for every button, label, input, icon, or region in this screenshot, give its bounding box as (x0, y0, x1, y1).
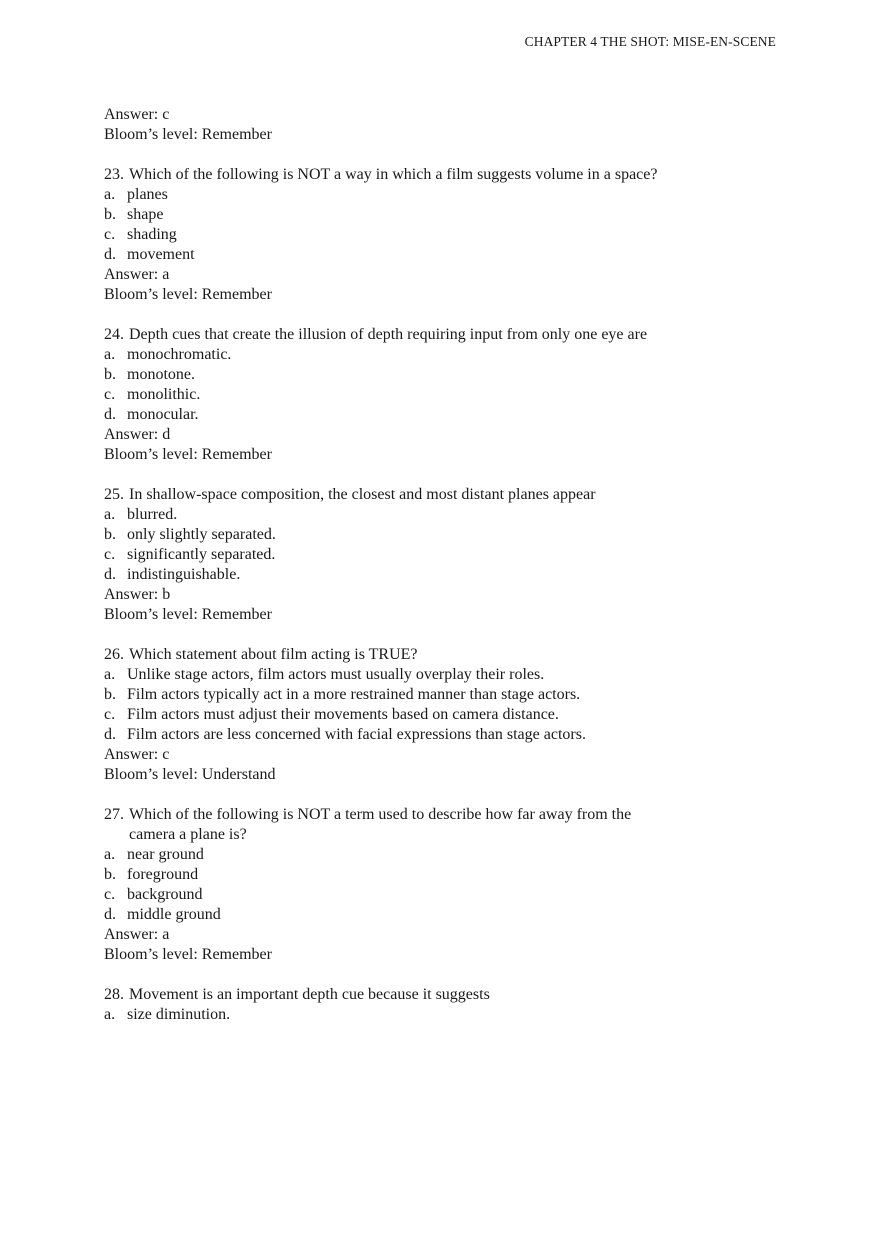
option-letter: b. (104, 206, 116, 223)
option-letter: a. (104, 346, 116, 363)
answer-option (104, 345, 776, 365)
option-text: monochromatic. (127, 346, 232, 363)
option-text: Film actors must adjust their movements based on camera distance. (127, 706, 559, 723)
answer-line: Answer: a (104, 266, 170, 283)
option-text: movement (127, 246, 195, 263)
question-block (104, 325, 776, 465)
option-text: planes (127, 186, 168, 203)
question-stem (104, 805, 776, 845)
option-letter: a. (104, 1006, 116, 1023)
question-text: Which of the following is NOT a term used to describe how far away from the (129, 806, 632, 823)
question-number: 27. (104, 806, 124, 823)
option-letter: d. (104, 246, 116, 263)
bloom-level-line: Bloom’s level: Remember (104, 446, 272, 463)
question-text: Movement is an important depth cue because it suggests (129, 986, 490, 1003)
answer-line: Answer: c (104, 746, 170, 763)
option-letter: d. (104, 566, 116, 583)
option-text: shading (127, 226, 177, 243)
option-letter: c. (104, 386, 116, 403)
answer-option (104, 705, 776, 725)
question-number: 28. (104, 986, 124, 1003)
answer-option (104, 885, 776, 905)
answer-option (104, 565, 776, 585)
question-stem (104, 485, 776, 505)
answer-option (104, 865, 776, 885)
answer-option (104, 205, 776, 225)
answer-option (104, 245, 776, 265)
option-text: monocular. (127, 406, 199, 423)
page-content (104, 105, 776, 1045)
answer-option (104, 385, 776, 405)
question-number: 26. (104, 646, 124, 663)
answer-line: Answer: a (104, 926, 170, 943)
question-stem (104, 985, 776, 1005)
option-letter: a. (104, 666, 116, 683)
answer-option (104, 185, 776, 205)
answer-option (104, 685, 776, 705)
answer-option (104, 1005, 776, 1025)
answer-option (104, 725, 776, 745)
question-list (104, 165, 776, 1025)
option-text: only slightly separated. (127, 526, 276, 543)
bloom-level-line: Bloom’s level: Remember (104, 946, 272, 963)
bloom-level-line: Bloom’s level: Remember (104, 286, 272, 303)
answer-option (104, 845, 776, 865)
option-text: monotone. (127, 366, 195, 383)
running-header: CHAPTER 4 THE SHOT: MISE-EN-SCENE (524, 34, 776, 49)
question-block (104, 165, 776, 305)
option-letter: b. (104, 866, 116, 883)
bloom-level-line: Bloom’s level: Understand (104, 766, 276, 783)
question-text: In shallow-space composition, the closest and most distant planes appear (129, 486, 596, 503)
option-letter: b. (104, 366, 116, 383)
option-text: indistinguishable. (127, 566, 241, 583)
answer-option (104, 505, 776, 525)
question-text: Depth cues that create the illusion of depth requiring input from only one eye are (129, 326, 648, 343)
question-stem (104, 645, 776, 665)
previous-answer-block (104, 105, 776, 145)
bloom-level-line: Bloom’s level: Remember (104, 126, 272, 143)
option-text: background (127, 886, 203, 903)
option-letter: d. (104, 406, 116, 423)
question-stem (104, 325, 776, 345)
option-letter: b. (104, 686, 116, 703)
answer-option (104, 665, 776, 685)
question-number: 25. (104, 486, 124, 503)
option-text: size diminution. (127, 1006, 231, 1023)
answer-option (104, 225, 776, 245)
question-text: Which statement about film acting is TRUE? (129, 646, 418, 663)
option-letter: a. (104, 846, 116, 863)
option-letter: a. (104, 506, 116, 523)
option-text: Unlike stage actors, film actors must usually overplay their roles. (127, 666, 545, 683)
question-block (104, 805, 776, 965)
bloom-level-line: Bloom’s level: Remember (104, 606, 272, 623)
question-number: 23. (104, 166, 124, 183)
option-letter: d. (104, 726, 116, 743)
question-block (104, 485, 776, 625)
option-text: Film actors typically act in a more restrained manner than stage actors. (127, 686, 581, 703)
answer-option (104, 545, 776, 565)
answer-option (104, 365, 776, 385)
option-letter: c. (104, 886, 116, 903)
option-letter: a. (104, 186, 116, 203)
option-text: Film actors are less concerned with facial expressions than stage actors. (127, 726, 586, 743)
option-text: blurred. (127, 506, 178, 523)
option-text: monolithic. (127, 386, 201, 403)
option-text: near ground (127, 846, 204, 863)
option-text: shape (127, 206, 164, 223)
option-letter: b. (104, 526, 116, 543)
option-letter: c. (104, 706, 116, 723)
answer-line: Answer: c (104, 106, 170, 123)
question-number: 24. (104, 326, 124, 343)
answer-option (104, 405, 776, 425)
option-text: foreground (127, 866, 199, 883)
option-letter: c. (104, 226, 116, 243)
question-block (104, 985, 776, 1025)
answer-line: Answer: b (104, 586, 171, 603)
answer-option (104, 525, 776, 545)
question-text: Which of the following is NOT a way in which a film suggests volume in a space? (129, 166, 658, 183)
question-text: camera a plane is? (129, 826, 247, 843)
option-text: significantly separated. (127, 546, 276, 563)
option-text: middle ground (127, 906, 221, 923)
question-stem (104, 165, 776, 185)
option-letter: d. (104, 906, 116, 923)
answer-line: Answer: d (104, 426, 171, 443)
answer-option (104, 905, 776, 925)
option-letter: c. (104, 546, 116, 563)
question-block (104, 645, 776, 785)
